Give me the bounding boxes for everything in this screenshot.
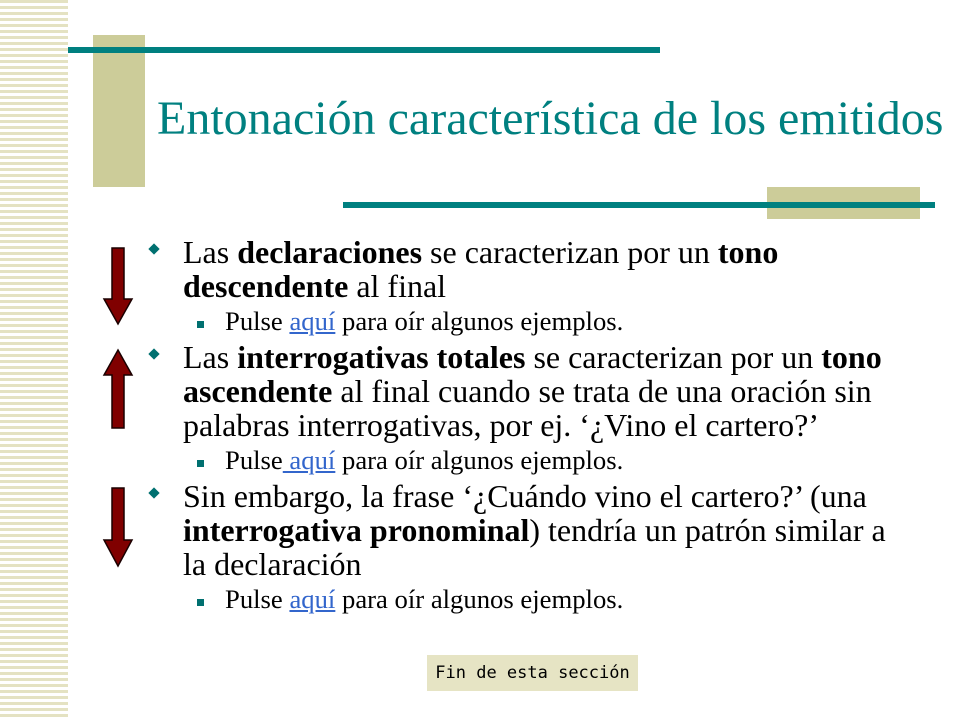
text-run: ) tendría un patrón similar a [529, 512, 886, 548]
example-link-interrogativas-totales[interactable]: aquí [282, 445, 336, 475]
bold-term: ascendente [183, 373, 333, 409]
text-run: Pulse [225, 445, 283, 475]
text-run: al final [348, 268, 447, 304]
text-run: para oír algunos ejemplos. [335, 584, 624, 614]
diamond-bullet-icon [148, 243, 159, 254]
arrow-shape [104, 488, 132, 566]
example-link-interrogativa-pronominal[interactable]: aquí [289, 584, 336, 614]
text-run: para oír algunos ejemplos. [335, 445, 624, 475]
arrow-shape [104, 248, 132, 324]
bullet-line [183, 269, 923, 303]
bold-term: interrogativa pronominal [183, 512, 530, 548]
diamond-bullet-icon [148, 487, 159, 498]
arrow-down-icon [103, 247, 133, 325]
bullet-line [183, 374, 923, 408]
square-bullet-icon [197, 321, 204, 328]
sub-bullet-examples [183, 304, 923, 338]
text-run: para oír algunos ejemplos. [335, 306, 624, 336]
square-bullet-icon [197, 460, 204, 467]
bullet-line [183, 513, 923, 547]
title-rule-bottom [343, 202, 935, 208]
text-run: se caracterizan por un [422, 234, 718, 270]
text-run: Las [183, 339, 238, 375]
accent-block-top [93, 35, 145, 187]
text-run: se caracterizan por un [525, 339, 822, 375]
arrow-down-icon [103, 487, 133, 567]
text-run: Las [183, 234, 238, 270]
bullet-line [183, 235, 923, 269]
title-rule-top [68, 47, 660, 53]
text-run: al final cuando se trata de una oración sin [332, 373, 872, 409]
sub-bullet-examples [183, 582, 923, 616]
bold-term: tono [821, 339, 882, 375]
example-link-declaraciones[interactable]: aquí [289, 306, 336, 336]
bullet-interrogativas-totales [183, 340, 923, 442]
square-bullet-icon [197, 599, 204, 606]
text-run: Pulse [225, 306, 290, 336]
diamond-bullet-icon [148, 348, 159, 359]
text-run: palabras interrogativas, por ej. ‘¿Vino el cartero?’ [183, 407, 819, 443]
bold-term: declaraciones [237, 234, 423, 270]
bullet-interrogativa-pronominal [183, 479, 923, 581]
end-section-button[interactable]: Fin de esta sección [427, 655, 638, 691]
left-stripe-decoration [0, 0, 68, 720]
text-run: la declaración [183, 546, 362, 582]
text-run: Sin embargo, la frase ‘¿Cuándo vino el cartero?’ (una [183, 478, 867, 514]
bold-term: interrogativas totales [237, 339, 526, 375]
arrow-shape [104, 350, 132, 428]
bullet-list [183, 235, 923, 616]
sub-bullet-examples [183, 443, 923, 477]
text-run: Pulse [225, 584, 290, 614]
bullet-line [183, 340, 923, 374]
arrow-up-icon [103, 349, 133, 429]
slide-title: Entonación característica de los emitidos [157, 92, 944, 145]
bullet-line [183, 547, 923, 581]
bullet-declaraciones [183, 235, 923, 303]
bold-term: tono [717, 234, 779, 270]
bullet-line [183, 408, 923, 442]
bold-term: descendente [183, 268, 349, 304]
bullet-line [183, 479, 923, 513]
